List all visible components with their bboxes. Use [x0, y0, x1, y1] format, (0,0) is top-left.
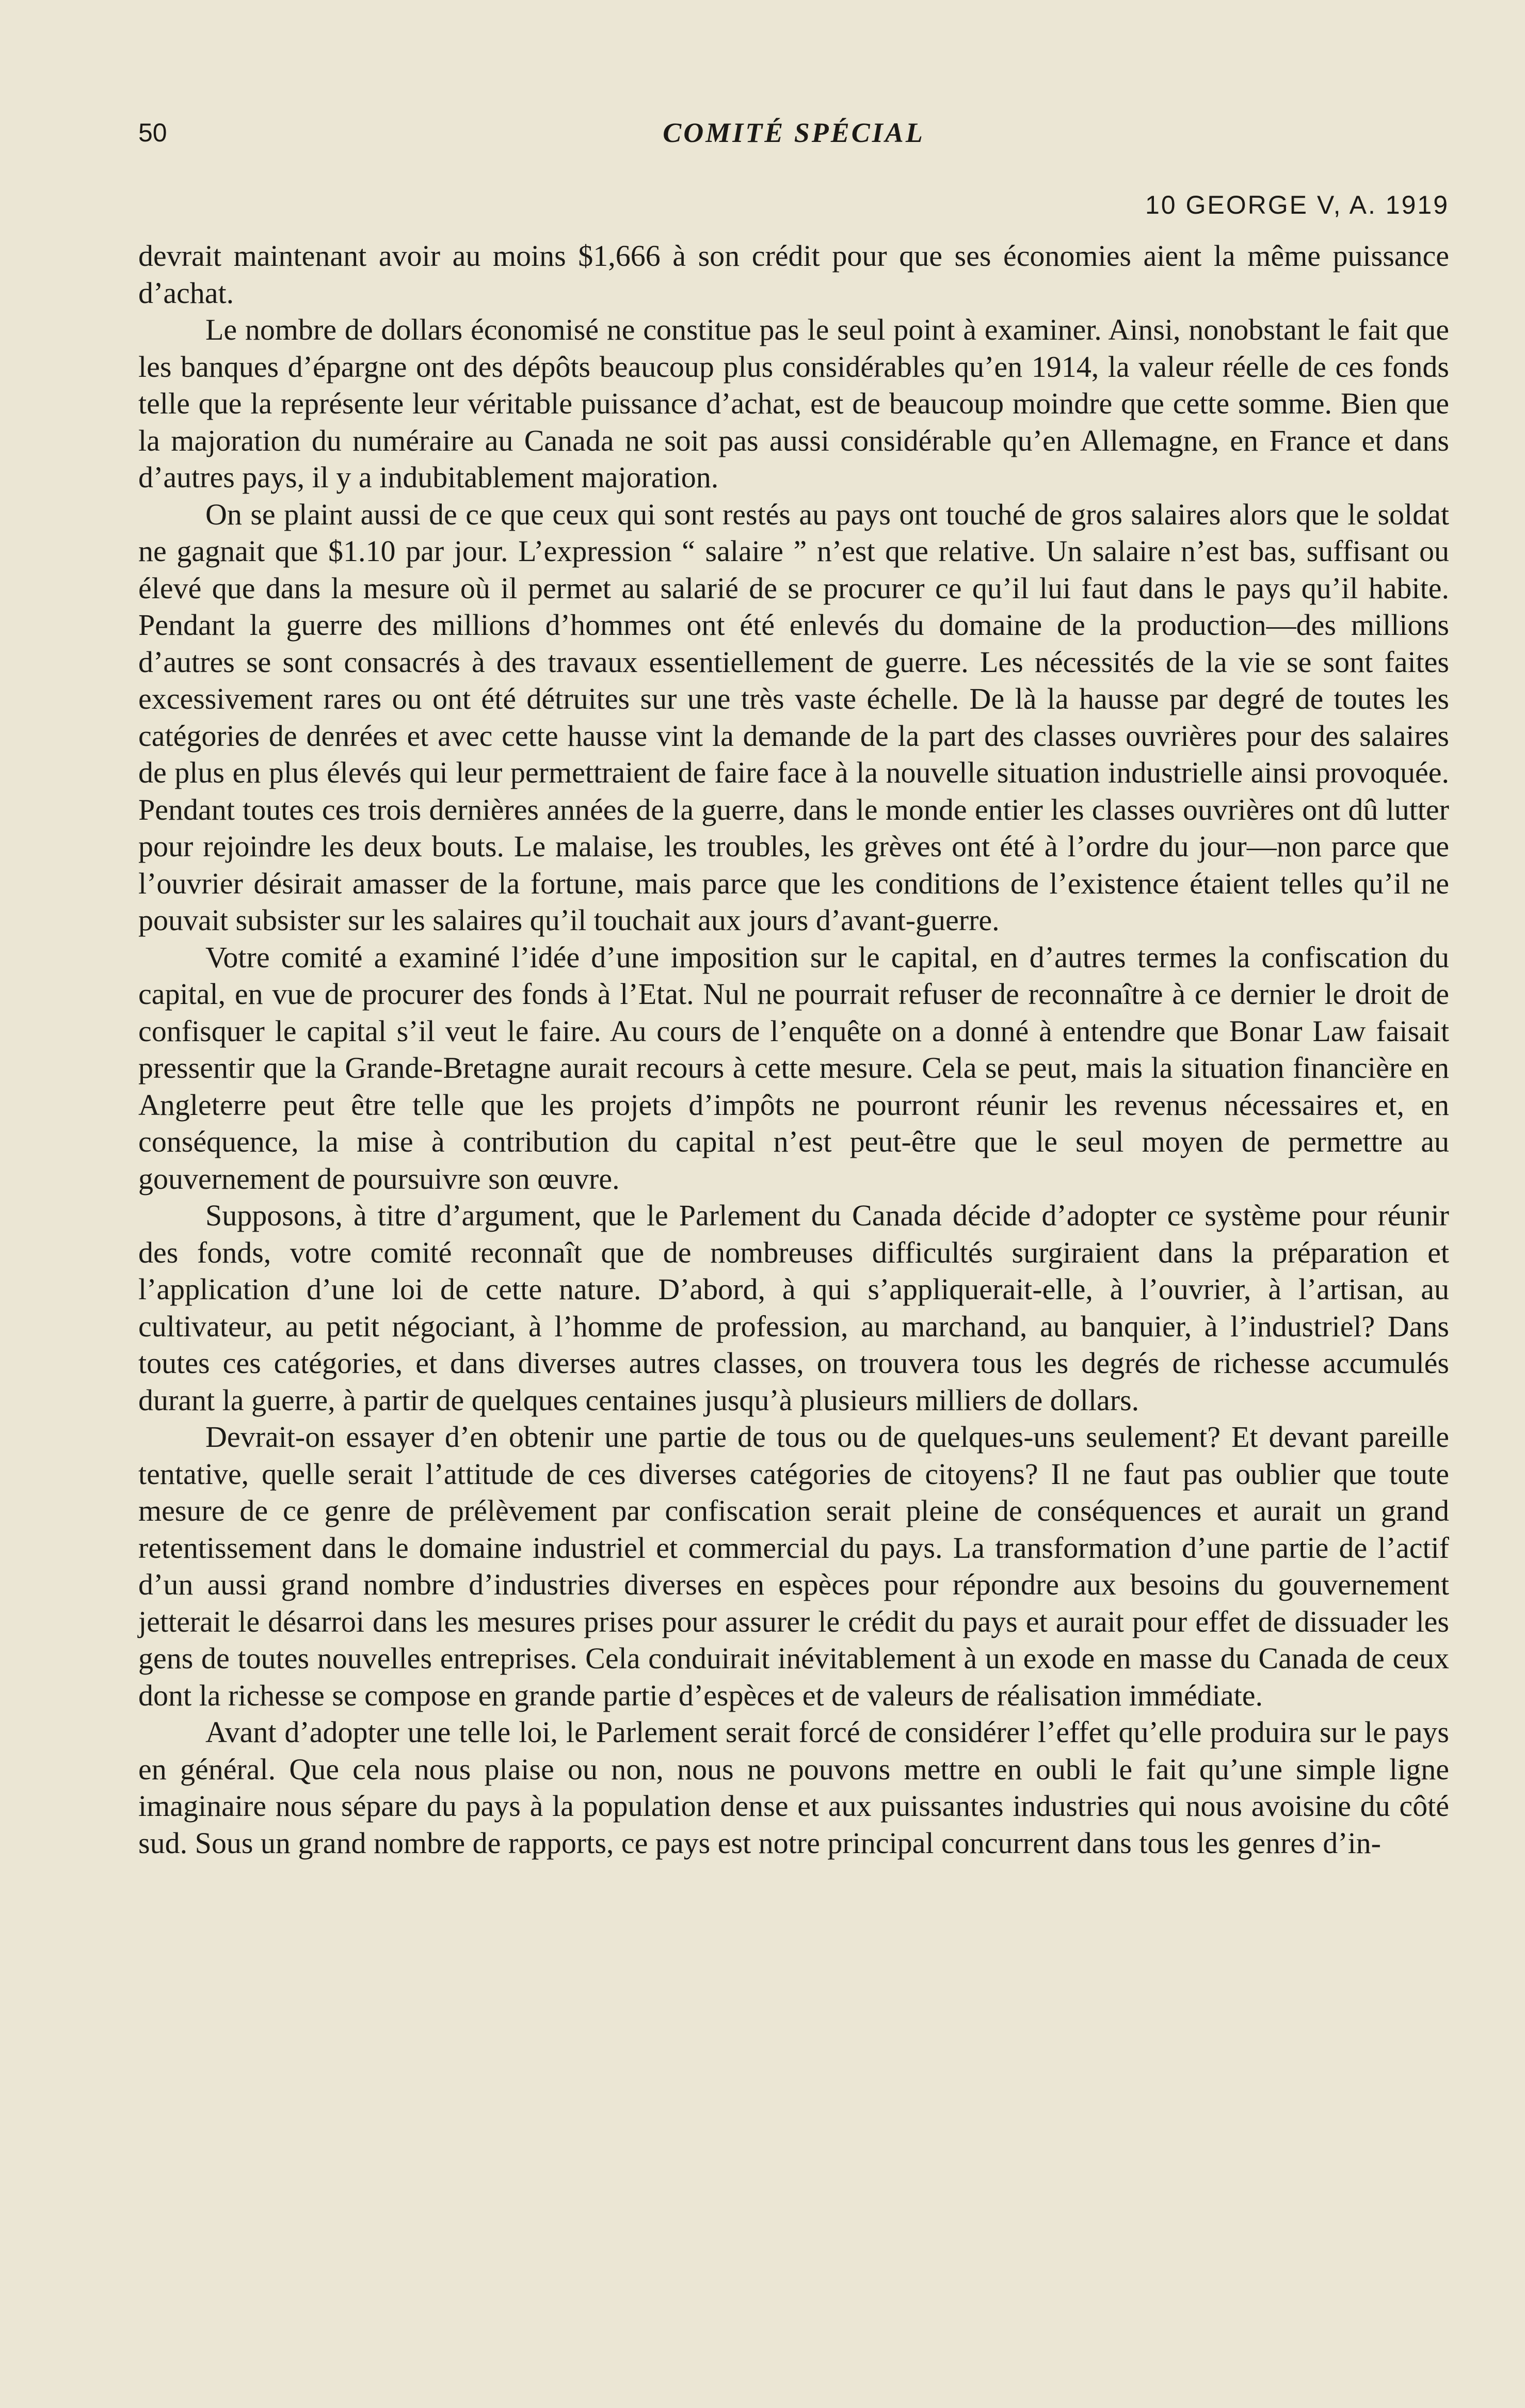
session-reference: 10 GEORGE V, A. 1919	[1145, 190, 1449, 219]
paragraph-application: Supposons, à titre d’argument, que le Parlement du Canada décide d’adopter ce système pour réunir des fonds, votre comité reconnaît que de nombreuses difficultés surgiraient dans la préparation et l’application d’une loi de cette nature. D’abord, à qui s’appliquerait-elle, à l’ouvrier, à l’artisan, au cultivateur, au petit négociant, à l’homme de profession, au marchand, au banquier, à l’industriel? Dans toutes ces catégories, et dans diverses autres classes, on trouvera tous les degrés de richesse accumulés durant la guerre, à partir de quelques centaines jusqu’à plusieurs milliers de dollars.	[138, 1199, 1449, 1417]
paragraph-consequences: Devrait-on essayer d’en obtenir une partie de tous ou de quelques-uns seulement? Et devant pareille tentative, quelle serait l’attitude de ces diverses catégories de citoyens? Il ne faut pas oublier que toute mesure de ce genre de prélèvement par confiscation serait pleine de conséquences et aurait un grand retentissement dans le domaine industriel et commercial du pays. La transformation d’une partie de l’actif d’un aussi grand nombre d’industries diverses en espèces pour répondre aux besoins du gouvernement jetterait le désarroi dans les mesures prises pour assurer le crédit du pays et aurait pour effet de dissuader les gens de toutes nouvelles entreprises. Cela conduirait inévitablement à un exode en masse du Canada de ceux dont la richesse se compose en grande partie d’espèces et de valeurs de réalisation immédiate.	[138, 1420, 1449, 1712]
paragraph-continuation: devrait maintenant avoir au moins $1,666 à son crédit pour que ses économies aient la même puissance d’achat.	[138, 239, 1449, 310]
paragraph-parliament: Avant d’adopter une telle loi, le Parlement serait forcé de considérer l’effet qu’elle produira sur le pays en général. Que cela nous plaise ou non, nous ne pouvons mettre en oubli le fait qu’une simple ligne imaginaire nous sépare du pays à la population dense et aux puissantes industries qui nous avoisine du côté sud. Sous un grand nombre de rapports, ce pays est notre principal concurrent dans tous les genres d’in-	[138, 1715, 1449, 1860]
page-number: 50	[138, 118, 167, 147]
paragraph-savings-value: Le nombre de dollars économisé ne constitue pas le seul point à examiner. Ainsi, nonobstant le fait que les banques d’épargne ont des dépôts beaucoup plus considérables qu’en 1914, la valeur réelle de ces fonds telle que la représente leur véritable puissance d’achat, est de beaucoup moindre que cette somme. Bien que la majoration du numéraire au Canada ne soit pas aussi considérable qu’en Allemagne, en France et dans d’autres pays, il y a indubitablement majoration.	[138, 313, 1449, 494]
running-title: COMITÉ SPÉCIAL	[663, 117, 925, 148]
paragraph-capital-levy: Votre comité a examiné l’idée d’une imposition sur le capital, en d’autres termes la confiscation du capital, en vue de procurer des fonds à l’Etat. Nul ne pourrait refuser de reconnaître à ce dernier le droit de confisquer le capital s’il veut le faire. Au cours de l’enquête on a donné à entendre que Bonar Law faisait pressentir que la Grande-Bretagne aurait recours à cette mesure. Cela se peut, mais la situation financière en Angleterre peut être telle que les projets d’impôts ne pourront réunir les revenus nécessaires et, en conséquence, la mise à contribution du capital n’est peut-être que le seul moyen de permettre au gouvernement de poursuivre son œuvre.	[138, 940, 1449, 1195]
paragraph-wages: On se plaint aussi de ce que ceux qui sont restés au pays ont touché de gros salaires alors que le soldat ne gagnait que $1.10 par jour. L’expression “ salaire ” n’est que relative. Un salaire n’est bas, suffisant ou élevé que dans la mesure où il permet au salarié de se procurer ce qu’il lui faut dans le pays qu’il habite. Pendant la guerre des millions d’hommes ont été enlevés du domaine de la production—des millions d’autres se sont consacrés à des travaux essentiellement de guerre. Les nécessités de la vie se sont faites excessivement rares ou ont été détruites sur une très vaste échelle. De là la hausse par degré de toutes les catégories de denrées et avec cette hausse vint la demande de la part des classes ouvrières pour des salaires de plus en plus élevés qui leur permettraient de faire face à la nouvelle situation industrielle ainsi provoquée. Pendant toutes ces trois dernières années de la guerre, dans le monde entier les classes ouvrières ont dû lutter pour rejoindre les deux bouts. Le malaise, les troubles, les grèves ont été à l’ordre du jour—non parce que l’ouvrier désirait amasser de la fortune, mais parce que les conditions de l’existence étaient telles qu’il ne pouvait subsister sur les salaires qu’il touchait aux jours d’avant-guerre.	[138, 497, 1449, 937]
body-text	[138, 237, 1449, 1861]
page-header	[138, 115, 1449, 151]
